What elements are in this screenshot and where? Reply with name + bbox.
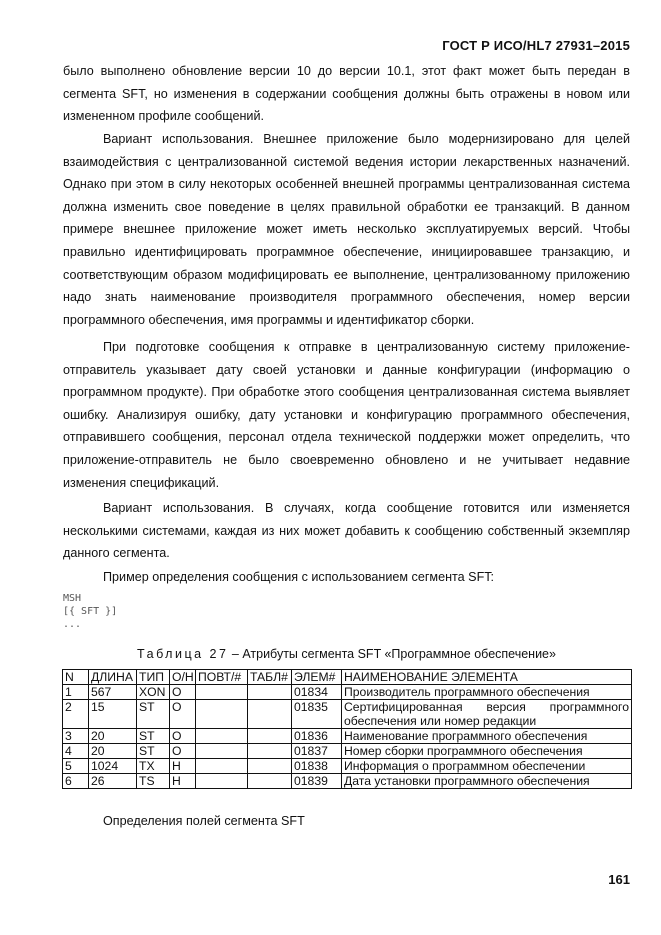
table-cell: Н [170,759,196,774]
table-cell: Наименование программного обеспечения [342,729,632,744]
table-cell [196,744,248,759]
paragraph-processing: При подготовке сообщения к отправке в централизованную систему приложение-отправитель указывает дату своей установки и данные конфигурации (информацию о программном продукте). При обработке этого сообщения централизованная система выявляет ошибку. Анализируя ошибку, дату установки и конфигурацию программного обеспечения, отправившего сообщения, персонал отдела технической поддержки может определить, что приложение-отправитель не было своевременно обновлено и не учитывает недавние изменения спецификаций. [63,340,630,490]
table-cell: 15 [89,700,137,729]
table-row [63,729,632,744]
table-cell: XON [137,685,170,700]
table-cell [248,729,292,744]
sft-attributes-table [62,669,632,789]
table-cell: Номер сборки программного обеспечения [342,744,632,759]
column-header: О/Н [170,670,196,685]
table-cell: TX [137,759,170,774]
table-cell: 01838 [292,759,342,774]
table-cell: 01836 [292,729,342,744]
table-cell [248,700,292,729]
table-row [63,759,632,774]
field-definitions-heading: Определения полей сегмента SFT [103,814,305,828]
table-cell: 5 [63,759,89,774]
paragraph-use-case-1: Вариант использования. Внешнее приложение было модернизировано для целей взаимодействия с централизованной системой ведения истории лекарственных назначений. Однако при этом в силу некоторых особенней внешней программы централизованная система должна изменить свое поведение в целях правильной обработки ее транзакций. В данном примере внешнее приложение может иметь несколько эксплуатируемых версий. Чтобы правильно идентифицировать программное обеспечение, инициировавшее транзакцию, и соответствующим образом модифицировать ее выполнение, централизованному приложению надо знать наименование производителя программного обеспечения, номер версии программного обеспечения, имя программы и идентификатор сборки. [63,132,630,327]
table-cell: 4 [63,744,89,759]
table-cell: 01834 [292,685,342,700]
table-cell: 20 [89,744,137,759]
table-cell: Дата установки программного обеспечения [342,774,632,789]
table-cell: O [170,744,196,759]
page-number: 161 [608,872,630,887]
table-cell [196,729,248,744]
column-header: N [63,670,89,685]
table-cell [196,685,248,700]
column-header: НАИМЕНОВАНИЕ ЭЛЕМЕНТА [342,670,632,685]
column-header: ПОВТ/# [196,670,248,685]
table-cell: 3 [63,729,89,744]
table-cell: 1 [63,685,89,700]
table-cell: ST [137,729,170,744]
table-cell [248,685,292,700]
table-cell: O [170,729,196,744]
table-caption-text: – Атрибуты сегмента SFT «Программное обеспечение» [228,647,556,661]
table-cell: Информация о программном обеспечении [342,759,632,774]
table-cell: ST [137,700,170,729]
code-example [63,592,117,631]
table-cell: 567 [89,685,137,700]
table-cell: O [170,700,196,729]
table-row [63,744,632,759]
table-cell: O [170,685,196,700]
paragraph-example-intro: Пример определения сообщения с использованием сегмента SFT: [103,570,495,584]
table-cell: 26 [89,774,137,789]
table-header-row [63,670,632,685]
table-cell: 2 [63,700,89,729]
table-cell: 01835 [292,700,342,729]
paragraph-continuation: было выполнено обновление версии 10 до версии 10.1, этот факт может быть передан в сегмента SFT, но изменения в содержании сообщения должны быть отражены в новом или измененном профиле сообщений. [63,64,630,124]
column-header: ЭЛЕМ# [292,670,342,685]
table-cell: Сертифицированная версия программного обеспечения или номер редакции [342,700,632,729]
table-cell: ST [137,744,170,759]
code-line: MSH [63,593,82,604]
column-header: ДЛИНА [89,670,137,685]
table-cell: TS [137,774,170,789]
table-cell: 1024 [89,759,137,774]
table-cell: 01837 [292,744,342,759]
table-row [63,685,632,700]
paragraph-use-case-2: Вариант использования. В случаях, когда сообщение готовится или изменяется несколькими системами, каждая из них может добавить к сообщению собственный экземпляр данного сегмента. [63,501,630,561]
table-cell: Н [170,774,196,789]
table-row [63,700,632,729]
table-cell [248,759,292,774]
table-caption-label: Таблица 27 [137,647,229,661]
table-cell: 01839 [292,774,342,789]
document-header: ГОСТ Р ИСО/HL7 27931–2015 [442,38,630,53]
table-row [63,774,632,789]
column-header: ТАБЛ# [248,670,292,685]
table-caption [63,647,630,661]
table-cell [196,774,248,789]
table-cell: 6 [63,774,89,789]
code-line: [{ SFT }] [63,606,118,617]
column-header: ТИП [137,670,170,685]
table-cell: Производитель программного обеспечения [342,685,632,700]
table-cell [196,700,248,729]
table-cell: 20 [89,729,137,744]
table-cell [196,759,248,774]
table-cell [248,774,292,789]
table-cell [248,744,292,759]
code-line: ... [63,619,82,630]
